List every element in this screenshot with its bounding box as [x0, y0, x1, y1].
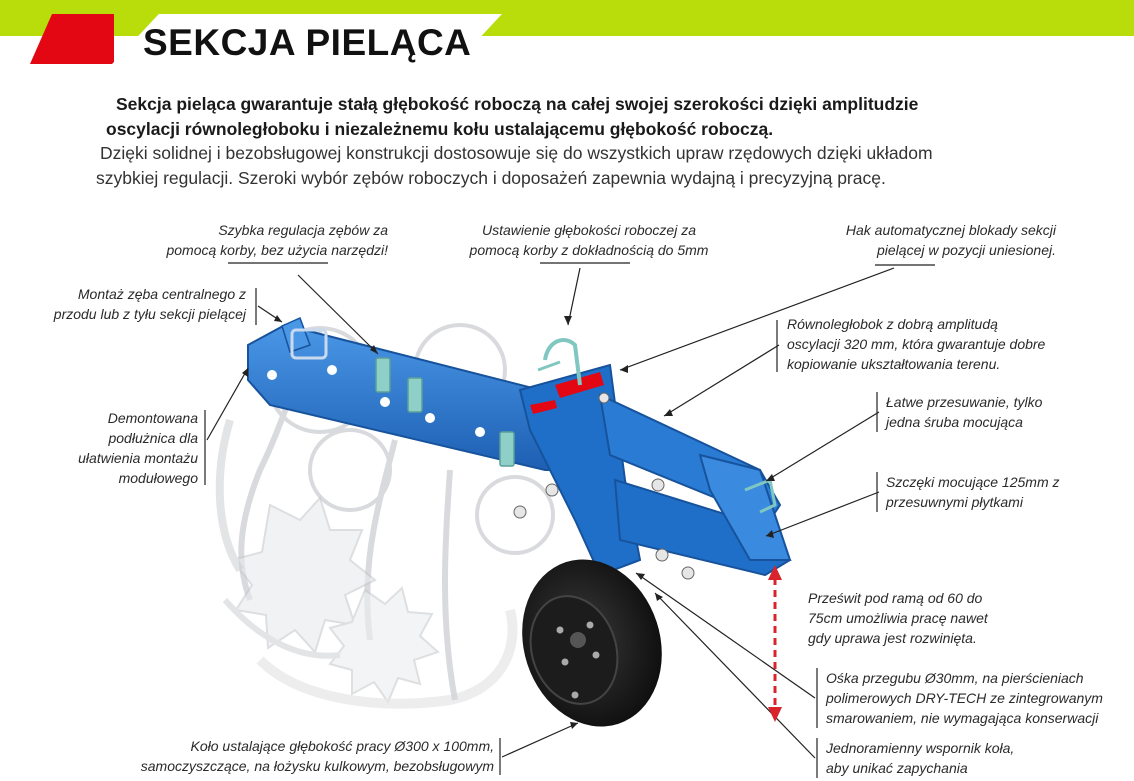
- label-clearance-line-2: 75cm umożliwia pracę nawet: [808, 610, 988, 626]
- label-removable-beam-line-3: ułatwienia montażu: [78, 450, 198, 466]
- label-pivot-axle-line-3: smarowaniem, nie wymagająca konserwacji: [826, 710, 1099, 726]
- label-depth-setting: [440, 220, 738, 260]
- label-parallelogram-line-3: kopiowanie ukształtowania terenu.: [787, 356, 1001, 372]
- intro-line-4: szybkiej regulacji. Szeroki wybór zębów roboczych i doposażeń zapewnia wydajną i precyzyjną pracę.: [96, 167, 886, 188]
- label-depth-wheel-line-2: samoczyszczące, na łożysku kulkowym, bezobsługowym: [140, 758, 494, 774]
- label-quick-adjust-line-1: Szybka regulacja zębów za: [218, 222, 388, 238]
- label-clamps-line-2: przesuwnymi płytkami: [886, 494, 1023, 510]
- label-hook: [810, 220, 1056, 260]
- label-parallelogram-line-1: Równoległobok z dobrą amplitudą: [787, 316, 998, 332]
- label-depth-setting-line-1: Ustawienie głębokości roboczej za: [482, 222, 696, 238]
- label-clamps: [886, 472, 1106, 512]
- label-removable-beam-line-2: podłużnica dla: [108, 430, 198, 446]
- label-easy-shift-line-1: Łatwe przesuwanie, tylko: [886, 394, 1043, 410]
- intro-bold-line-2: oscylacji równoległoboku i niezależnemu kołu ustalającemu głębokość roboczą.: [106, 118, 774, 139]
- label-center-tine-line-2: przodu lub z tyłu sekcji pielącej: [53, 306, 246, 322]
- label-center-tine-line-1: Montaż zęba centralnego z: [77, 286, 246, 302]
- label-pivot-axle-line-2: polimerowych DRY-TECH ze zintegrowanym: [826, 690, 1103, 706]
- intro-line-3: Dzięki solidnej i bezobsługowej konstrukcji dostosowuje się do wszystkich upraw rzędowych dzięki układom: [100, 143, 933, 163]
- label-removable-beam: [50, 408, 198, 488]
- label-removable-beam-line-4: modułowego: [118, 470, 198, 486]
- clearance-arrow: [768, 565, 782, 722]
- label-clearance-line-3: gdy uprawa jest rozwinięta.: [808, 630, 977, 646]
- label-clamps-line-1: Szczęki mocujące 125mm z: [886, 474, 1060, 490]
- label-clearance: [808, 588, 1048, 648]
- label-hook-line-2: pielącej w pozycji uniesionej.: [877, 242, 1056, 258]
- label-easy-shift-line-2: jedna śruba mocująca: [886, 414, 1023, 430]
- label-single-arm: [826, 738, 1086, 778]
- label-pivot-axle: [826, 668, 1132, 728]
- label-parallelogram: [787, 314, 1087, 374]
- label-single-arm-line-2: aby unikać zapychania: [826, 760, 968, 776]
- intro-bold-line-1: Sekcja pieląca gwarantuje stałą głębokość roboczą na całej swojej szerokości dzięki amplitudzie: [116, 94, 919, 114]
- label-removable-beam-line-1: Demontowana: [107, 410, 198, 426]
- label-clearance-line-1: Prześwit pod ramą od 60 do: [808, 590, 983, 606]
- label-single-arm-line-1: Jednoramienny wspornik koła,: [826, 740, 1015, 756]
- depth-wheel: [501, 541, 683, 745]
- page-title: SEKCJA PIELĄCA: [143, 22, 472, 63]
- label-pivot-axle-line-1: Ośka przegubu Ø30mm, na pierścieniach: [826, 670, 1084, 686]
- label-quick-adjust: [120, 220, 388, 260]
- label-easy-shift: [886, 392, 1106, 432]
- label-depth-setting-line-2: pomocą korby z dokładnością do 5mm: [469, 242, 709, 258]
- label-parallelogram-line-2: oscylacji 320 mm, która gwarantuje dobre: [787, 336, 1046, 352]
- label-hook-line-1: Hak automatycznej blokady sekcji: [845, 222, 1056, 238]
- label-depth-wheel-line-1: Koło ustalające głębokość pracy Ø300 x 100mm,: [190, 738, 494, 754]
- label-center-tine: [20, 284, 246, 324]
- label-depth-wheel: [100, 736, 494, 776]
- label-quick-adjust-line-2: pomocą korby, bez użycia narzędzi!: [166, 242, 388, 258]
